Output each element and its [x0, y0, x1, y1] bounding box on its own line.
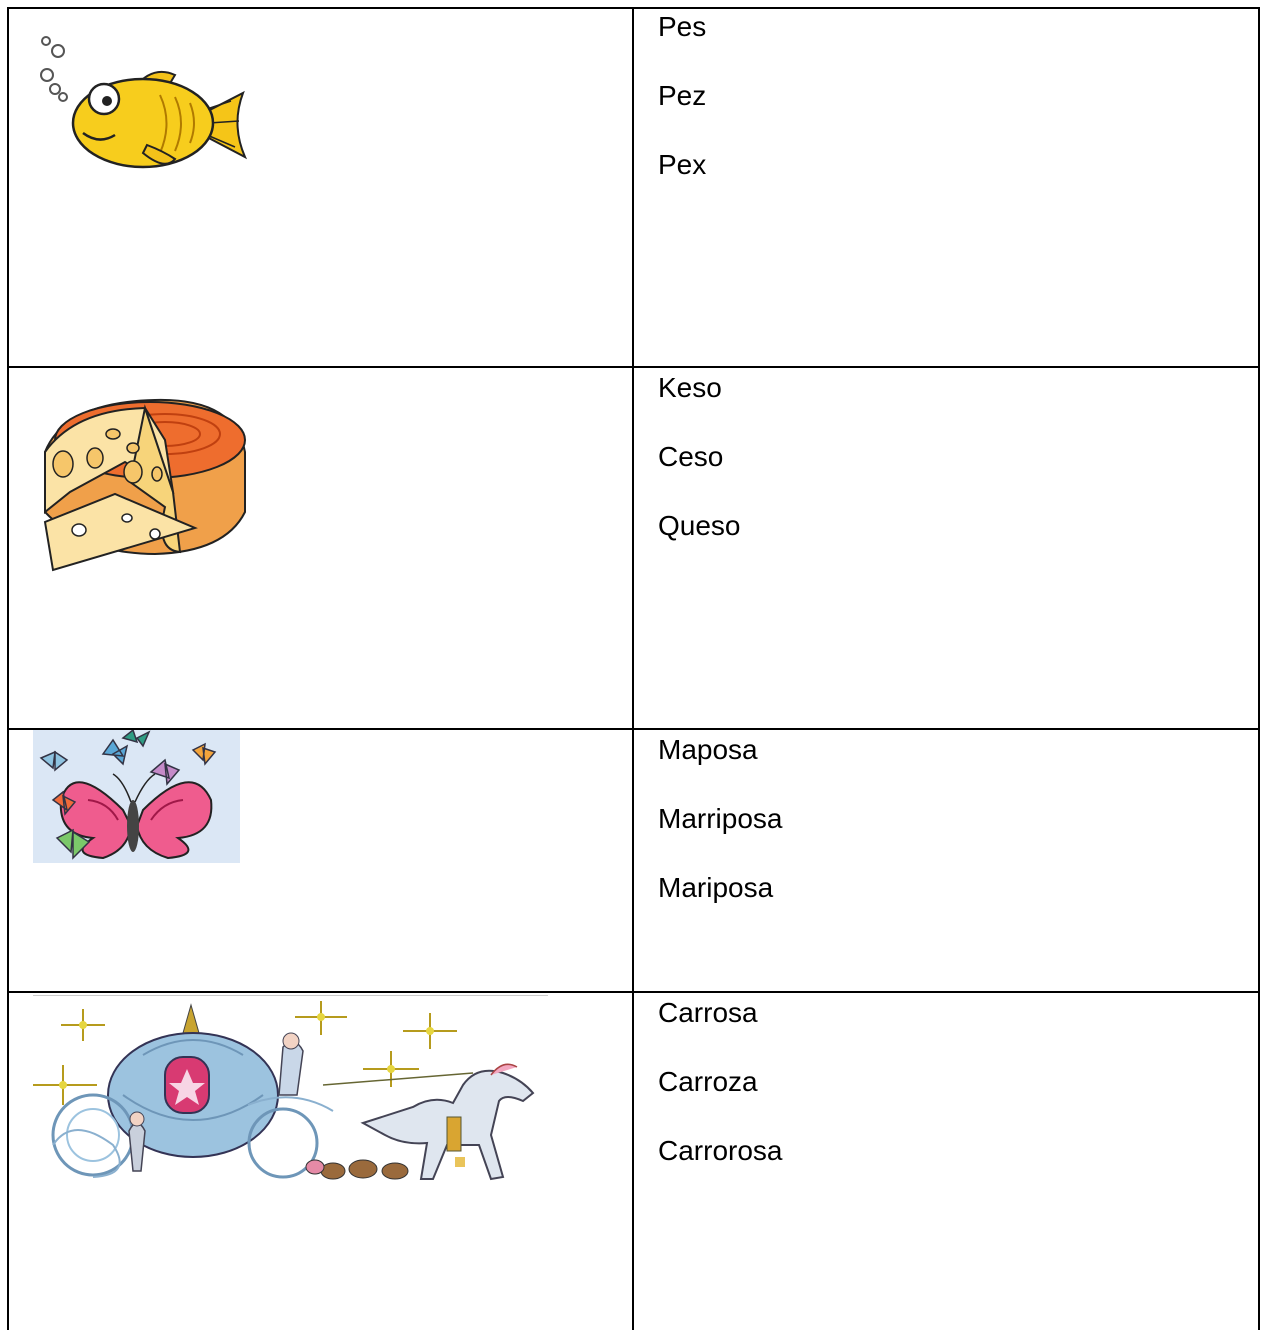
answer-options — [658, 996, 782, 1203]
answer-option[interactable]: Queso — [658, 510, 741, 541]
table-row — [7, 368, 1260, 728]
answer-option[interactable]: Pes — [658, 11, 707, 42]
table-row — [7, 730, 1260, 991]
answer-option[interactable]: Carrosa — [658, 997, 758, 1028]
answer-option[interactable]: Ceso — [658, 441, 724, 472]
fish-illustration — [35, 35, 255, 175]
answer-options — [658, 733, 782, 940]
table-row — [7, 993, 1260, 1330]
answer-option[interactable]: Maposa — [658, 734, 758, 765]
answer-option[interactable]: Pex — [658, 149, 707, 180]
answer-option[interactable]: Marriposa — [658, 803, 783, 834]
carriage-illustration — [33, 995, 548, 1190]
butterflies-illustration — [33, 730, 240, 863]
cheese-illustration — [35, 382, 255, 572]
answer-option[interactable]: Pez — [658, 80, 707, 111]
answer-option[interactable]: Mariposa — [658, 872, 774, 903]
table-row — [7, 7, 1260, 366]
answer-options — [658, 371, 741, 578]
answer-options — [658, 10, 706, 217]
worksheet-table — [7, 7, 1260, 1330]
answer-option[interactable]: Carroza — [658, 1066, 758, 1097]
answer-option[interactable]: Carrorosa — [658, 1135, 783, 1166]
answer-option[interactable]: Keso — [658, 372, 722, 403]
